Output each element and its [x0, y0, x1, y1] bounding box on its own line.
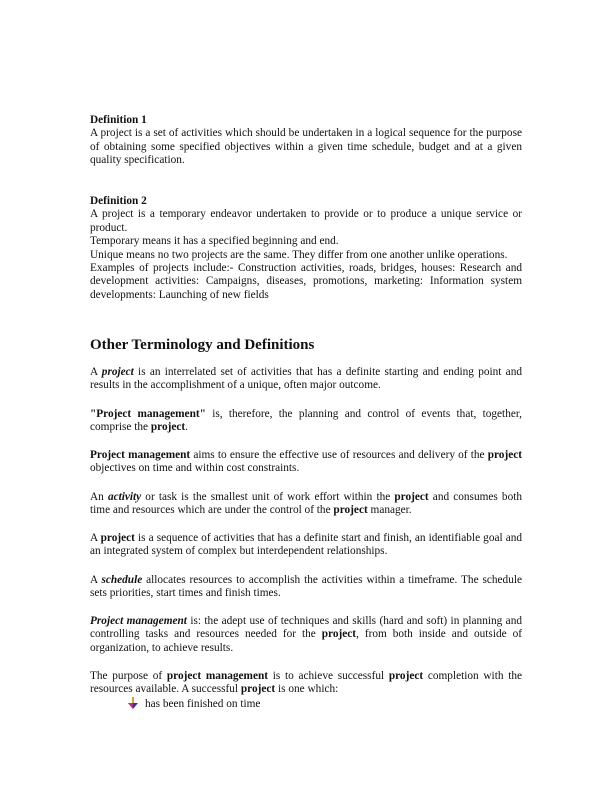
emphasized-term: schedule — [101, 574, 143, 586]
emphasized-term: project — [487, 449, 522, 461]
paragraph-text: is: the adept use of techniques and skills (hard and soft) in planning and controlling tasks and resources needed for the — [90, 615, 522, 641]
paragraph — [90, 408, 522, 435]
paragraph-text: and consumes both time and resources which are under the control of the — [90, 491, 523, 517]
paragraph-text: is, therefore, the planning and control of events that, together, comprise the — [90, 408, 522, 434]
section-heading: Other Terminology and Definitions — [90, 337, 315, 353]
bullet-text: has been finished on time — [145, 698, 261, 710]
emphasized-term: project — [240, 683, 276, 696]
emphasized-term: project — [333, 504, 368, 517]
emphasized-term: project — [388, 670, 424, 682]
paragraph-text: is a sequence of activities that has a definite start and finish, an identifiable goal and an integrated system of complex but interdependent relationships. — [90, 532, 523, 558]
paragraph — [90, 532, 522, 559]
emphasized-term: Project management — [90, 615, 187, 627]
paragraph — [90, 449, 522, 476]
emphasized-term: activity — [107, 491, 142, 503]
emphasized-term: project — [100, 532, 135, 544]
paragraph-text: is one which: — [275, 683, 339, 696]
paragraph-text: The purpose of — [90, 670, 167, 682]
paragraph-text: is to achieve successful — [268, 670, 389, 682]
paragraph-text: aims to ensure the effective use of resources and delivery of the — [190, 449, 488, 461]
emphasized-term: Project management — [90, 449, 191, 461]
definition-2-line: Examples of projects include:- Construction activities, roads, bridges, houses: Research and development activities: Campaigns, diseases, promotions, marketing: Information system developments: Launching of new fields — [90, 262, 522, 301]
paragraph — [90, 574, 522, 601]
emphasized-term: project — [394, 491, 429, 503]
emphasized-term: project — [321, 628, 357, 641]
paragraph-text: or task is the smallest unit of work effort within the — [141, 491, 395, 503]
paragraph-text: . — [185, 421, 188, 434]
definition-2-heading: Definition 2 — [90, 195, 147, 207]
definition-2 — [90, 195, 522, 302]
paragraph-text: A — [90, 574, 102, 586]
down-arrow-icon — [128, 697, 138, 709]
paragraph-text: objectives on time and within cost constraints. — [90, 462, 300, 475]
paragraph — [90, 366, 522, 393]
paragraph-text: manager. — [367, 504, 412, 517]
definition-2-line: Temporary means it has a specified beginning and end. — [90, 235, 339, 248]
definition-2-line: A project is a temporary endeavor undertaken to provide or to produce a unique service or product. — [90, 208, 522, 234]
paragraph — [90, 670, 522, 697]
paragraph-text: A — [90, 532, 101, 544]
bullet-item — [128, 697, 260, 711]
definition-1-text: A project is a set of activities which should be undertaken in a logical sequence for the purpose of obtaining some specified objectives within a given time schedule, budget and at a given quality specification. — [90, 127, 522, 167]
paragraph-text: An — [90, 491, 108, 503]
definition-1 — [90, 114, 522, 168]
paragraph-text: completion with the resources available. A successful — [90, 670, 522, 696]
emphasized-term: project — [150, 421, 186, 434]
definition-1-heading: Definition 1 — [90, 114, 147, 126]
paragraph — [90, 615, 522, 655]
emphasized-term: project management — [166, 670, 269, 682]
paragraph-text: , from both inside and outside of organization, to achieve results. — [90, 628, 522, 654]
paragraph-text: allocates resources to accomplish the activities within a timeframe. The schedule sets priorities, start times and finish times. — [90, 574, 523, 600]
emphasized-term: project — [101, 366, 134, 378]
paragraph — [90, 491, 522, 518]
paragraph-text: A — [90, 366, 102, 378]
emphasized-term: "Project management" — [90, 408, 206, 420]
definition-2-line: Unique means no two projects are the same. They differ from one another unlike operations. — [90, 248, 508, 261]
paragraph-text: is an interrelated set of activities that has a definite starting and ending point and results in the accomplishment of a unique, often major outcome. — [90, 366, 522, 392]
